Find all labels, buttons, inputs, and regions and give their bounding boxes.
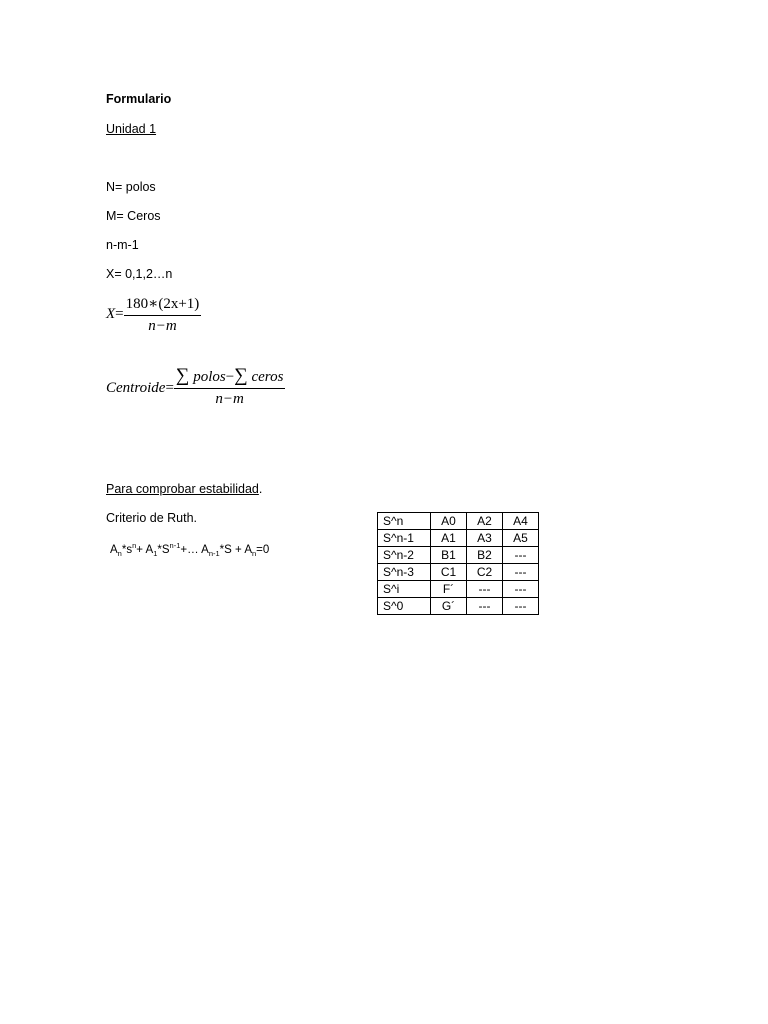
formula-x-numerator: 180∗(2x+1) — [124, 294, 202, 316]
table-cell: B1 — [431, 547, 467, 564]
table-cell: S^n-3 — [378, 564, 431, 581]
table-cell: S^n-1 — [378, 530, 431, 547]
formula-centroid — [106, 365, 285, 408]
table-cell: S^i — [378, 581, 431, 598]
table-cell: --- — [503, 547, 539, 564]
stability-heading-period: . — [258, 482, 263, 496]
formula-asymptote-angle — [106, 294, 201, 335]
poly-sup: n-1 — [169, 541, 181, 550]
poly-sub: n-1 — [208, 549, 220, 559]
table-row — [378, 530, 539, 547]
formula-x-lhs: X — [106, 306, 116, 322]
centroid-minus: − — [225, 369, 235, 385]
routh-table — [377, 512, 539, 615]
centroid-term-zeros: ceros — [251, 369, 284, 385]
table-row — [378, 513, 539, 530]
table-cell: --- — [467, 598, 503, 615]
poly-sup: n — [132, 541, 137, 550]
poly-a: A — [244, 543, 252, 556]
sigma-symbol: ∑ — [175, 365, 190, 386]
poly-mult: * — [157, 543, 162, 556]
poly-a: A — [145, 543, 154, 556]
poly-s: S — [161, 543, 170, 556]
poly-mult: * — [121, 543, 127, 556]
poly-sub: 1 — [153, 549, 158, 559]
table-cell: S^n-2 — [378, 547, 431, 564]
table-cell: S^0 — [378, 598, 431, 615]
poly-plus: + — [231, 543, 245, 556]
table-row — [378, 547, 539, 564]
unit-heading: Unidad 1 — [106, 122, 157, 136]
table-cell: --- — [503, 581, 539, 598]
table-cell: A4 — [503, 513, 539, 530]
table-cell: S^n — [378, 513, 431, 530]
poly-ellipsis: +… — [180, 543, 202, 556]
table-row — [378, 598, 539, 615]
poly-mult: * — [219, 543, 225, 556]
table-cell: A5 — [503, 530, 539, 547]
poly-s: s — [126, 543, 133, 556]
table-cell: A0 — [431, 513, 467, 530]
table-row — [378, 564, 539, 581]
poly-equals-zero: =0 — [256, 543, 270, 556]
stability-heading — [106, 482, 262, 496]
poly-a: A — [110, 543, 118, 556]
table-row — [378, 581, 539, 598]
poly-sub: n — [251, 549, 257, 559]
definition-zeros: M= Ceros — [106, 209, 161, 223]
centroid-term-poles: polos — [193, 369, 226, 385]
formula-centroid-denominator: n−m — [215, 391, 244, 407]
poly-plus: + — [136, 543, 146, 556]
poly-s: S — [224, 543, 232, 556]
formula-x-fraction — [124, 294, 202, 335]
table-cell: G´ — [431, 598, 467, 615]
table-cell: B2 — [467, 547, 503, 564]
formula-centroid-numerator — [174, 365, 286, 389]
document-title: Formulario — [106, 92, 172, 106]
table-cell: --- — [503, 598, 539, 615]
table-cell: --- — [503, 564, 539, 581]
table-cell: C1 — [431, 564, 467, 581]
formula-centroid-equals: = — [165, 380, 174, 396]
formula-centroid-fraction — [174, 365, 286, 408]
formula-x-equals: = — [115, 306, 124, 322]
stability-heading-text: Para comprobar estabilidad — [106, 482, 259, 496]
definition-asymptotes: n-m-1 — [106, 238, 139, 252]
table-cell: F´ — [431, 581, 467, 598]
routh-criterion-label: Criterio de Ruth. — [106, 511, 198, 525]
table-cell: C2 — [467, 564, 503, 581]
poly-a: A — [201, 543, 209, 556]
sigma-symbol: ∑ — [234, 365, 248, 386]
table-cell: A2 — [467, 513, 503, 530]
table-cell: A3 — [467, 530, 503, 547]
definition-poles: N= polos — [106, 180, 156, 194]
formula-centroid-lhs: Centroide — [106, 380, 166, 396]
table-cell: A1 — [431, 530, 467, 547]
table-cell: --- — [467, 581, 503, 598]
definition-x-range: X= 0,1,2…n — [106, 267, 173, 281]
formula-x-denominator: n−m — [148, 318, 177, 334]
poly-sub: n — [117, 549, 122, 559]
characteristic-polynomial — [110, 541, 269, 558]
